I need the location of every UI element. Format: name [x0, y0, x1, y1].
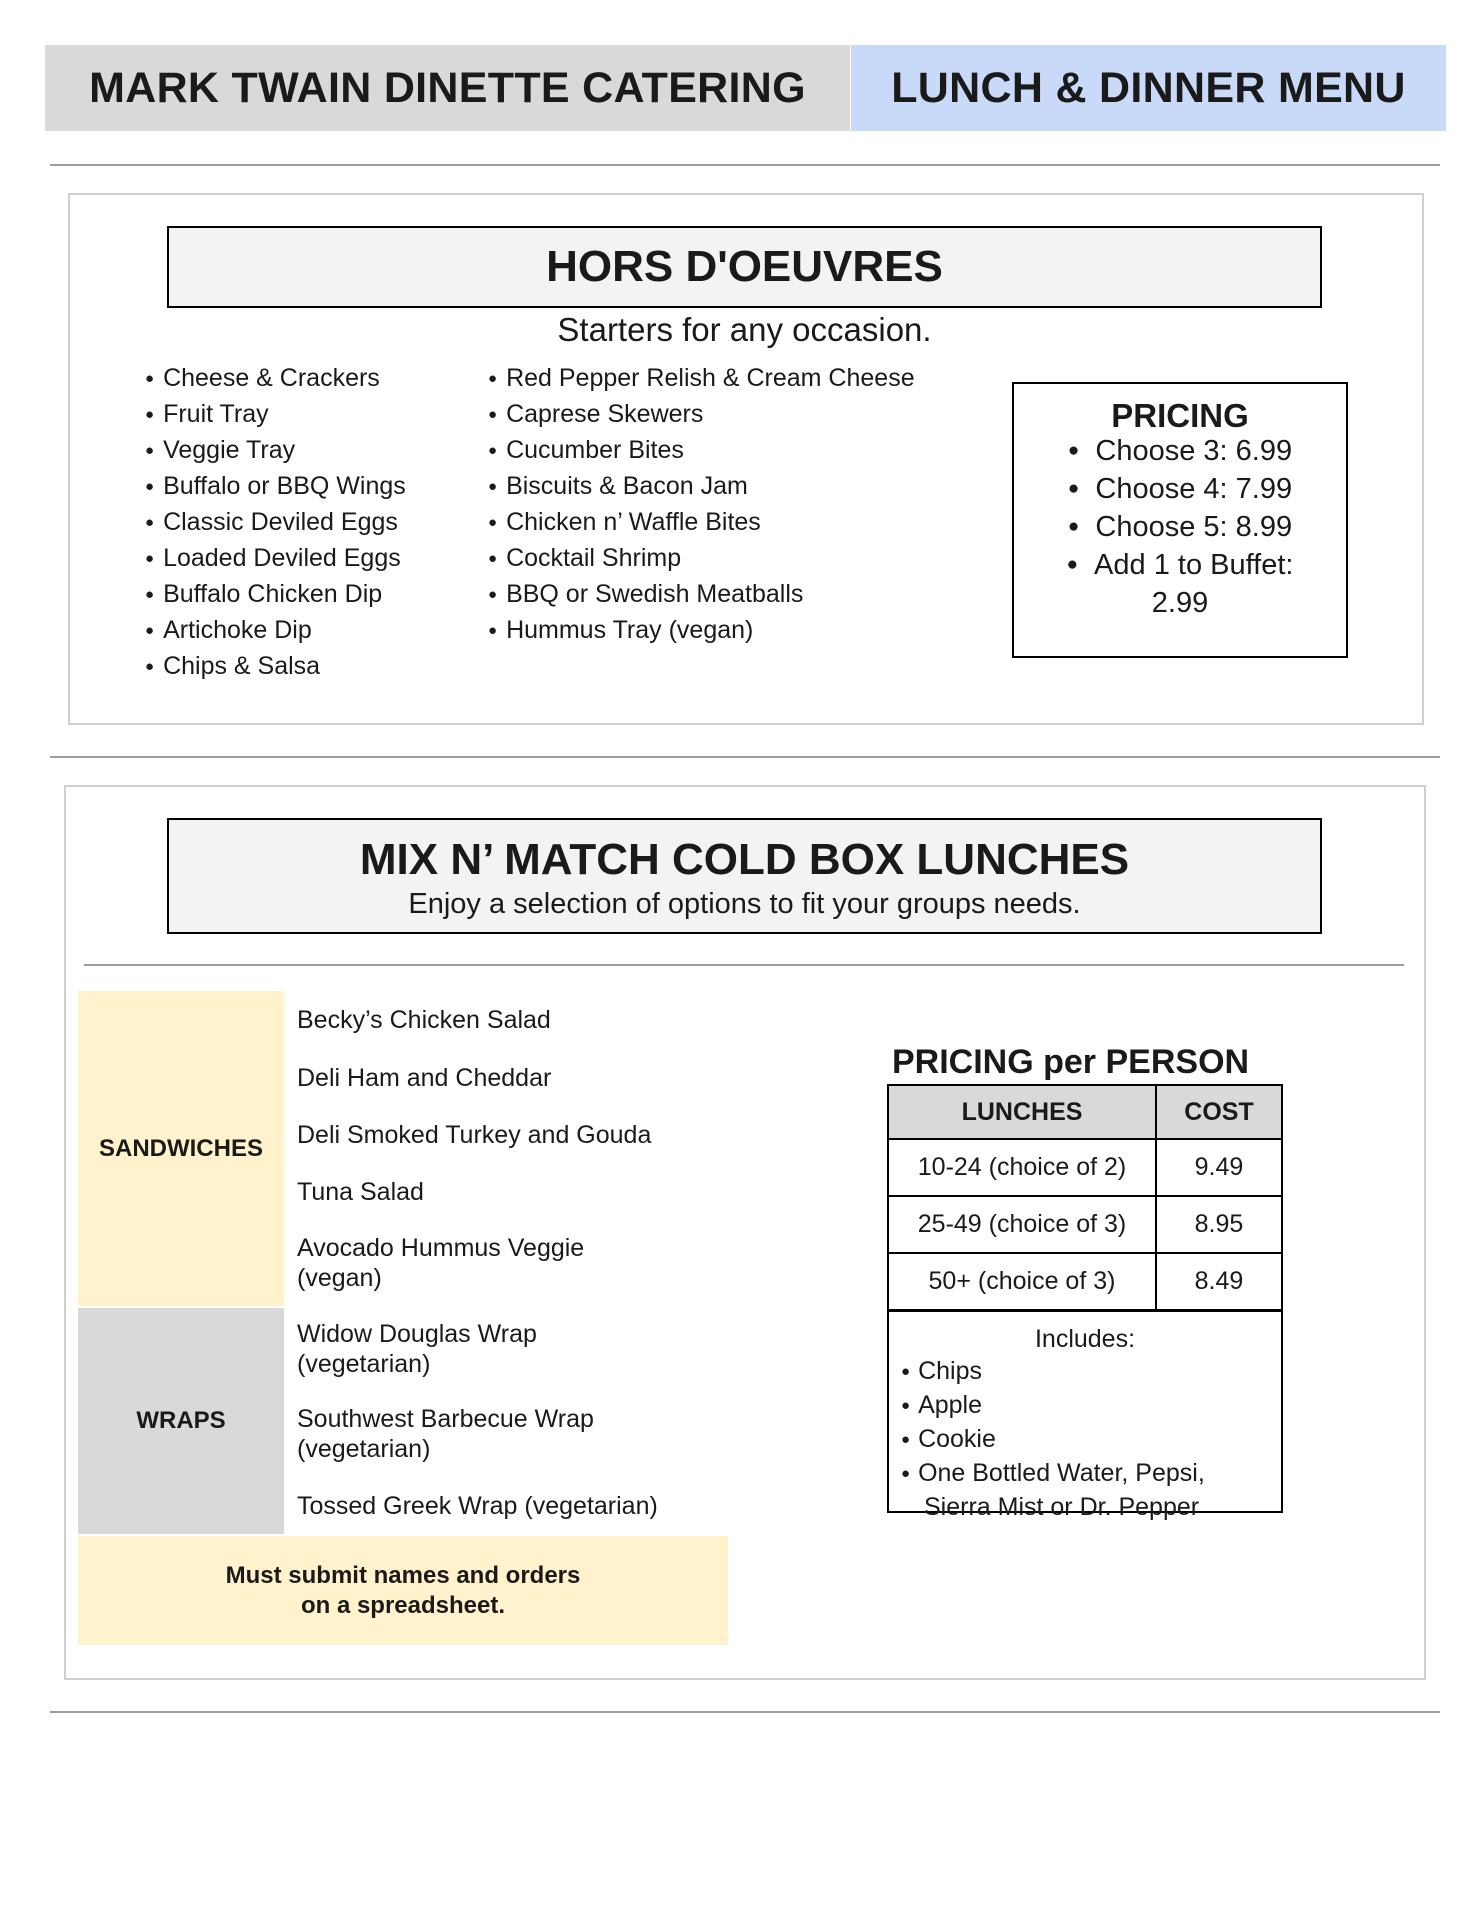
bullet-icon: ●	[901, 1397, 911, 1414]
hors-doeuvres-list-1	[145, 362, 465, 686]
order-note-line: Must submit names and orders	[225, 1561, 581, 1589]
list-item: ● Classic Deviled Eggs	[145, 506, 465, 542]
menu-title: LUNCH & DINNER MENU	[851, 45, 1446, 131]
list-item: ● Fruit Tray	[145, 398, 465, 434]
bullet-icon: ●	[1067, 478, 1080, 499]
list-item: ● Biscuits & Bacon Jam	[488, 470, 988, 506]
column-header-cost: COST	[1156, 1085, 1282, 1139]
list-item: ● Cocktail Shrimp	[488, 542, 988, 578]
box-lunch-title: MIX N’ MATCH COLD BOX LUNCHES	[359, 835, 1130, 884]
list-item: ● One Bottled Water, Pepsi, Sierra Mist or Dr. Pepper	[901, 1458, 1281, 1522]
sandwich-item-cont: (vegan)	[297, 1264, 382, 1292]
table-row	[888, 1196, 1282, 1253]
hors-doeuvres-subtitle: Starters for any occasion.	[557, 311, 932, 348]
divider	[84, 964, 1404, 966]
bullet-icon: ●	[1066, 554, 1079, 575]
pricing-item: ● Add 1 to Buffet:	[1066, 549, 1294, 581]
pricing-per-person-title: PRICING per PERSON	[892, 1043, 1250, 1081]
includes-title: Includes:	[1034, 1325, 1136, 1353]
sandwich-item: Deli Smoked Turkey and Gouda	[297, 1121, 652, 1149]
list-item: ● Buffalo Chicken Dip	[145, 578, 465, 614]
pricing-table	[887, 1084, 1283, 1311]
hors-doeuvres-title-box	[167, 226, 1322, 308]
list-item-cont: Sierra Mist or Dr. Pepper	[924, 1493, 1200, 1521]
box-lunch-subtitle: Enjoy a selection of options to fit your groups needs.	[408, 888, 1081, 920]
list-item: ● Cookie	[901, 1425, 996, 1453]
order-note-line: on a spreadsheet.	[300, 1591, 506, 1619]
list-item: ● Apple	[901, 1391, 983, 1419]
bullet-icon: ●	[1067, 516, 1080, 537]
divider	[50, 1711, 1440, 1713]
pricing-item: ● Choose 3: 6.99	[1067, 435, 1293, 467]
table-row	[888, 1139, 1282, 1196]
hors-doeuvres-title: HORS D'OEUVRES	[546, 242, 943, 291]
list-item: ● Cucumber Bites	[488, 434, 988, 470]
catering-title: MARK TWAIN DINETTE CATERING	[45, 45, 850, 131]
list-item: ● Loaded Deviled Eggs	[145, 542, 465, 578]
bullet-icon: ●	[901, 1363, 911, 1380]
sandwich-item: Tuna Salad	[297, 1178, 424, 1206]
table-cell-lunches: 25-49 (choice of 3)	[888, 1196, 1156, 1253]
bullet-icon: ●	[1067, 440, 1080, 461]
sandwich-item: Becky’s Chicken Salad	[297, 1006, 551, 1034]
table-cell-lunches: 50+ (choice of 3)	[888, 1253, 1156, 1310]
sandwich-item: Avocado Hummus Veggie	[297, 1234, 585, 1262]
sandwiches-label: SANDWICHES	[78, 991, 284, 1306]
order-note	[78, 1536, 728, 1645]
includes-list	[889, 1356, 1281, 1522]
wrap-item: Southwest Barbecue Wrap	[297, 1405, 594, 1433]
table-cell-lunches: 10-24 (choice of 2)	[888, 1139, 1156, 1196]
table-cell-cost: 8.95	[1156, 1196, 1282, 1253]
table-row	[888, 1253, 1282, 1310]
list-item: ● Red Pepper Relish & Cream Cheese	[488, 362, 988, 398]
pricing-item: ● Choose 4: 7.99	[1067, 473, 1293, 505]
list-item: ● Chips & Salsa	[145, 650, 465, 686]
includes-box	[887, 1310, 1283, 1521]
pricing-item: ● Choose 5: 8.99	[1067, 511, 1293, 543]
hors-doeuvres-list-2	[488, 362, 988, 650]
list-item: ● Chips	[901, 1357, 982, 1385]
table-cell-cost: 9.49	[1156, 1139, 1282, 1196]
table-header-row	[888, 1085, 1282, 1139]
list-item: ● BBQ or Swedish Meatballs	[488, 578, 988, 614]
sandwich-item: Deli Ham and Cheddar	[297, 1064, 552, 1092]
list-item: ● Cheese & Crackers	[145, 362, 465, 398]
column-header-lunches: LUNCHES	[888, 1085, 1156, 1139]
hors-pricing-list	[1014, 434, 1346, 621]
list-item: ● Chicken n’ Waffle Bites	[488, 506, 988, 542]
wrap-item: Widow Douglas Wrap	[297, 1320, 537, 1348]
wrap-item: Tossed Greek Wrap (vegetarian)	[297, 1492, 658, 1520]
list-item: ● Artichoke Dip	[145, 614, 465, 650]
divider	[50, 164, 1440, 166]
wraps-label: WRAPS	[78, 1308, 284, 1534]
wrap-item-cont: (vegetarian)	[297, 1435, 431, 1463]
list-item: ● Veggie Tray	[145, 434, 465, 470]
pricing-item-cont: 2.99	[1151, 587, 1209, 619]
list-item: ● Buffalo or BBQ Wings	[145, 470, 465, 506]
wrap-item-cont: (vegetarian)	[297, 1350, 431, 1378]
bullet-icon: ●	[901, 1431, 911, 1448]
bullet-icon: ●	[901, 1465, 911, 1482]
box-lunch-title-box	[167, 818, 1322, 934]
divider	[50, 756, 1440, 758]
hors-pricing-title: PRICING	[1111, 397, 1249, 434]
list-item: ● Hummus Tray (vegan)	[488, 614, 988, 650]
list-item: ● Caprese Skewers	[488, 398, 988, 434]
hors-pricing-box	[1012, 382, 1348, 658]
table-cell-cost: 8.49	[1156, 1253, 1282, 1310]
